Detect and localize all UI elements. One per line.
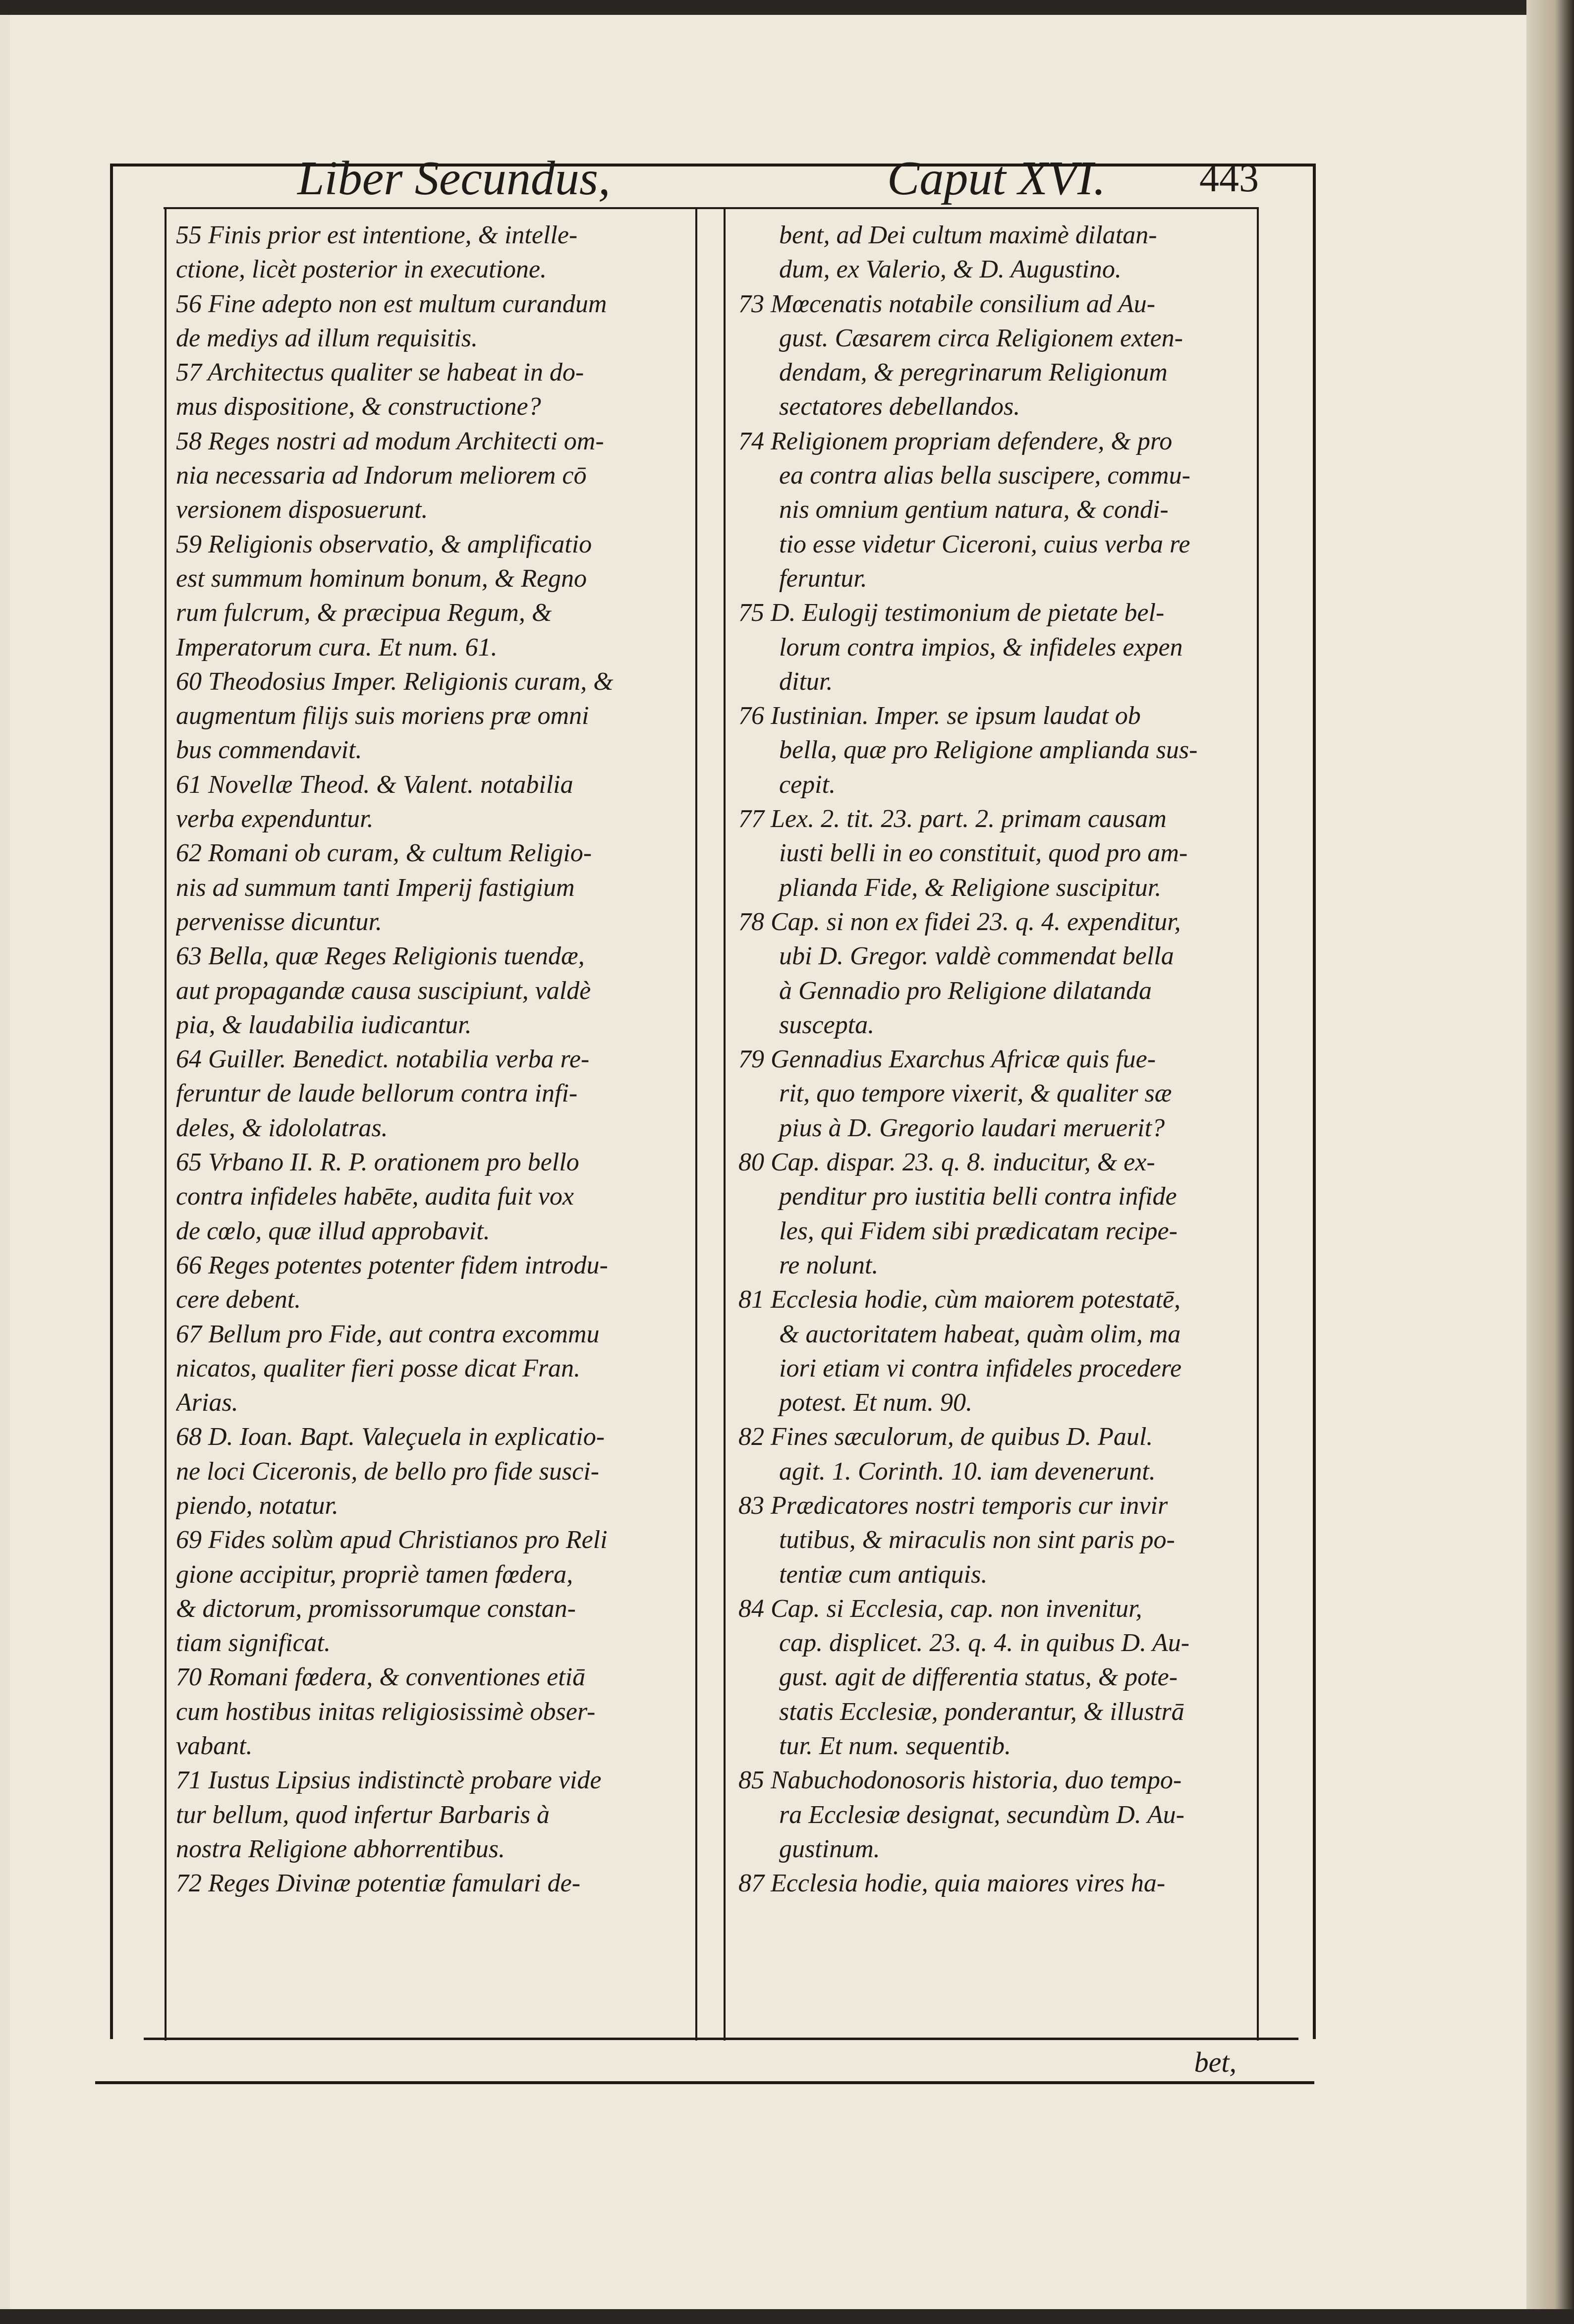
entry-line: 82 Fines sæculorum, de quibus D. Paul. bbox=[738, 1423, 1153, 1451]
index-entry bbox=[176, 287, 674, 356]
index-column-left bbox=[176, 218, 674, 1901]
entry-line: feruntur. bbox=[779, 564, 867, 593]
entry-line: nicatos, qualiter fieri posse dicat Fran. bbox=[176, 1354, 581, 1383]
entry-line: re nolunt. bbox=[779, 1251, 879, 1279]
entry-line: 64 Guiller. Benedict. notabilia verba re- bbox=[176, 1045, 590, 1074]
entry-line: 74 Religionem propriam defendere, & pro bbox=[738, 427, 1173, 455]
entry-line: 77 Lex. 2. tit. 23. part. 2. primam causam bbox=[738, 805, 1167, 833]
index-entry bbox=[176, 424, 674, 527]
index-entry bbox=[738, 1420, 1237, 1489]
scan-edge-top bbox=[0, 0, 1574, 15]
entry-line: 62 Romani ob curam, & cultum Religio- bbox=[176, 839, 592, 868]
entry-line: nis ad summum tanti Imperij fastigium bbox=[176, 873, 575, 902]
index-entry bbox=[176, 1317, 674, 1420]
scan-edge-bottom bbox=[0, 2309, 1574, 2324]
entry-line: 70 Romani fœdera, & conventiones etiā bbox=[176, 1663, 586, 1692]
entry-line: tiam significat. bbox=[176, 1629, 331, 1658]
entry-line: de mediys ad illum requisitis. bbox=[176, 324, 478, 352]
entry-line: tentiæ cum antiquis. bbox=[779, 1560, 988, 1589]
entry-line: 84 Cap. si Ecclesia, cap. non invenitur, bbox=[738, 1594, 1142, 1623]
entry-line: 55 Finis prior est intentione, & intelle- bbox=[176, 221, 578, 249]
entry-line: ra Ecclesiæ designat, secundùm D. Au- bbox=[779, 1800, 1184, 1829]
entry-line: 66 Reges potentes potenter fidem introdu- bbox=[176, 1251, 608, 1279]
entry-line: bus commendavit. bbox=[176, 736, 362, 765]
entry-line: 81 Ecclesia hodie, cùm maiorem potestatē, bbox=[738, 1285, 1180, 1314]
index-column-right bbox=[738, 218, 1237, 1901]
entry-line: 65 Vrbano II. R. P. orationem pro bello bbox=[176, 1148, 579, 1177]
entry-line: 56 Fine adepto non est multum curandum bbox=[176, 289, 607, 318]
entry-line: ea contra alias bella suscipere, commu- bbox=[779, 461, 1190, 490]
entry-line: gustinum. bbox=[779, 1834, 880, 1863]
index-entry bbox=[738, 1763, 1237, 1866]
entry-line: est summum hominum bonum, & Regno bbox=[176, 564, 587, 593]
entry-line: 67 Bellum pro Fide, aut contra excommu bbox=[176, 1320, 600, 1348]
index-entry bbox=[738, 287, 1237, 424]
entry-line: 75 D. Eulogij testimonium de pietate bel- bbox=[738, 599, 1165, 627]
entry-line: 78 Cap. si non ex fidei 23. q. 4. expenditur, bbox=[738, 907, 1181, 936]
entry-line: 76 Iustinian. Imper. se ipsum laudat ob bbox=[738, 702, 1141, 730]
entry-line: nostra Religione abhorrentibus. bbox=[176, 1834, 505, 1863]
running-head-left: Liber Secundus, bbox=[297, 152, 611, 205]
index-entry bbox=[738, 424, 1237, 596]
entry-line: piendo, notatur. bbox=[176, 1491, 338, 1520]
index-entry bbox=[176, 768, 674, 836]
entry-line: iori etiam vi contra infideles procedere bbox=[779, 1354, 1182, 1383]
frame-base-rule bbox=[144, 2038, 1298, 2040]
index-entry bbox=[738, 218, 1237, 287]
bottom-rule bbox=[95, 2081, 1314, 2084]
entry-line: & auctoritatem habeat, quàm olim, ma bbox=[779, 1320, 1181, 1348]
index-entry bbox=[176, 218, 674, 287]
entry-line: les, qui Fidem sibi prædicatam recipe- bbox=[779, 1217, 1178, 1245]
entry-line: ubi D. Gregor. valdè commendat bella bbox=[779, 942, 1174, 971]
catchword: bet, bbox=[1194, 2046, 1237, 2078]
index-entry bbox=[738, 1282, 1237, 1420]
index-entry bbox=[176, 1042, 674, 1145]
entry-line: Imperatorum cura. Et num. 61. bbox=[176, 633, 498, 662]
entry-line: iusti belli in eo constituit, quod pro am- bbox=[779, 839, 1188, 868]
entry-line: cap. displicet. 23. q. 4. in quibus D. Au- bbox=[779, 1629, 1190, 1658]
index-entry bbox=[738, 1592, 1237, 1763]
index-entry bbox=[176, 1763, 674, 1866]
entry-line: bella, quæ pro Religione amplianda sus- bbox=[779, 736, 1198, 765]
index-entry bbox=[176, 1866, 674, 1900]
entry-line: cere debent. bbox=[176, 1285, 301, 1314]
page-gutter-shadow bbox=[1526, 0, 1574, 2324]
entry-line: tutibus, & miraculis non sint paris po- bbox=[779, 1526, 1175, 1554]
entry-line: 58 Reges nostri ad modum Architecti om- bbox=[176, 427, 604, 455]
entry-line: lorum contra impios, & infideles expen bbox=[779, 633, 1183, 662]
entry-line: deles, & idololatras. bbox=[176, 1113, 388, 1142]
entry-line: mus dispositione, & constructione? bbox=[176, 392, 541, 421]
entry-line: cepit. bbox=[779, 770, 836, 799]
entry-line: Arias. bbox=[176, 1388, 238, 1417]
index-entry bbox=[738, 905, 1237, 1042]
entry-line: ctione, licèt posterior in executione. bbox=[176, 255, 547, 284]
entry-line: bent, ad Dei cultum maximè dilatan- bbox=[779, 221, 1157, 249]
entry-line: 87 Ecclesia hodie, quia maiores vires ha- bbox=[738, 1869, 1166, 1898]
entry-line: agit. 1. Corinth. 10. iam devenerunt. bbox=[779, 1457, 1156, 1486]
entry-line: gust. agit de differentia status, & pote- bbox=[779, 1663, 1178, 1692]
entry-line: cum hostibus initas religiosissimè obser- bbox=[176, 1697, 596, 1726]
index-entry bbox=[176, 1248, 674, 1317]
index-entry bbox=[176, 1523, 674, 1660]
entry-line: gust. Cæsarem circa Religionem exten- bbox=[779, 324, 1183, 352]
entry-line: 85 Nabuchodonosoris historia, duo tempo- bbox=[738, 1766, 1182, 1795]
entry-line: à Gennadio pro Religione dilatanda bbox=[779, 976, 1152, 1005]
index-entry bbox=[176, 939, 674, 1042]
index-entry bbox=[176, 664, 674, 768]
index-entry bbox=[738, 1042, 1237, 1145]
entry-line: sectatores debellandos. bbox=[779, 392, 1020, 421]
entry-line: dum, ex Valerio, & D. Augustino. bbox=[779, 255, 1122, 284]
entry-line: pius à D. Gregorio laudari meruerit? bbox=[779, 1113, 1165, 1142]
entry-line: gione accipitur, propriè tamen fœdera, bbox=[176, 1560, 573, 1589]
entry-line: versionem disposuerunt. bbox=[176, 496, 428, 524]
entry-line: feruntur de laude bellorum contra infi- bbox=[176, 1079, 578, 1108]
entry-line: nia necessaria ad Indorum meliorem cō bbox=[176, 461, 587, 490]
entry-line: statis Ecclesiæ, ponderantur, & illustrā bbox=[779, 1697, 1184, 1726]
entry-line: augmentum filijs suis moriens præ omni bbox=[176, 702, 589, 730]
index-entry bbox=[738, 699, 1237, 802]
index-entry bbox=[176, 527, 674, 664]
page-number: 443 bbox=[1199, 157, 1259, 200]
index-entry bbox=[176, 1420, 674, 1523]
index-entry bbox=[176, 836, 674, 939]
entry-line: vabant. bbox=[176, 1732, 253, 1761]
index-entry bbox=[738, 802, 1237, 905]
entry-line: nis omnium gentium natura, & condi- bbox=[779, 496, 1169, 524]
entry-line: verba expenduntur. bbox=[176, 805, 374, 833]
entry-line: plianda Fide, & Religione suscipitur. bbox=[779, 873, 1162, 902]
index-entry bbox=[738, 1489, 1237, 1592]
running-head-center: Caput XVI. bbox=[887, 152, 1106, 205]
entry-line: 60 Theodosius Imper. Religionis curam, & bbox=[176, 667, 614, 696]
entry-line: 57 Architectus qualiter se habeat in do- bbox=[176, 358, 584, 387]
entry-line: potest. Et num. 90. bbox=[779, 1388, 972, 1417]
entry-line: 68 D. Ioan. Bapt. Valeçuela in explicatio- bbox=[176, 1423, 605, 1451]
index-entry bbox=[738, 1145, 1237, 1282]
entry-line: pervenisse dicuntur. bbox=[176, 907, 382, 936]
entry-line: dendam, & peregrinarum Religionum bbox=[779, 358, 1168, 387]
index-entry bbox=[176, 1145, 674, 1248]
entry-line: penditur pro iustitia belli contra infide bbox=[779, 1182, 1177, 1211]
entry-line: 83 Prædicatores nostri temporis cur invir bbox=[738, 1491, 1168, 1520]
entry-line: 72 Reges Divinæ potentiæ famulari de- bbox=[176, 1869, 581, 1898]
index-entry bbox=[176, 1660, 674, 1763]
entry-line: tio esse videtur Ciceroni, cuius verba re bbox=[779, 530, 1190, 558]
entry-line: 80 Cap. dispar. 23. q. 8. inducitur, & ex- bbox=[738, 1148, 1155, 1177]
entry-line: contra infideles habēte, audita fuit vox bbox=[176, 1182, 574, 1211]
entry-line: tur bellum, quod infertur Barbaris à bbox=[176, 1800, 550, 1829]
entry-line: & dictorum, promissorumque constan- bbox=[176, 1594, 576, 1623]
entry-line: pia, & laudabilia iudicantur. bbox=[176, 1010, 472, 1039]
entry-line: 71 Iustus Lipsius indistinctè probare vide bbox=[176, 1766, 602, 1795]
index-entry bbox=[738, 1866, 1237, 1900]
entry-line: suscepta. bbox=[779, 1010, 875, 1039]
entry-line: rum fulcrum, & præcipua Regum, & bbox=[176, 599, 552, 627]
entry-line: 59 Religionis observatio, & amplificatio bbox=[176, 530, 592, 558]
entry-line: 61 Novellæ Theod. & Valent. notabilia bbox=[176, 770, 573, 799]
entry-line: aut propagandæ causa suscipiunt, valdè bbox=[176, 976, 591, 1005]
index-entry bbox=[738, 596, 1237, 699]
entry-line: rit, quo tempore vixerit, & qualiter sæ bbox=[779, 1079, 1172, 1108]
entry-line: 79 Gennadius Exarchus Africæ quis fue- bbox=[738, 1045, 1156, 1074]
entry-line: de cœlo, quæ illud approbavit. bbox=[176, 1217, 490, 1245]
entry-line: 73 Mœcenatis notabile consilium ad Au- bbox=[738, 289, 1156, 318]
entry-line: 63 Bella, quæ Reges Religionis tuendæ, bbox=[176, 942, 585, 971]
entry-line: ne loci Ciceronis, de bello pro fide susci- bbox=[176, 1457, 599, 1486]
index-entry bbox=[176, 355, 674, 424]
entry-line: 69 Fides solùm apud Christianos pro Reli bbox=[176, 1526, 608, 1554]
entry-line: tur. Et num. sequentib. bbox=[779, 1732, 1011, 1761]
entry-line: ditur. bbox=[779, 667, 833, 696]
